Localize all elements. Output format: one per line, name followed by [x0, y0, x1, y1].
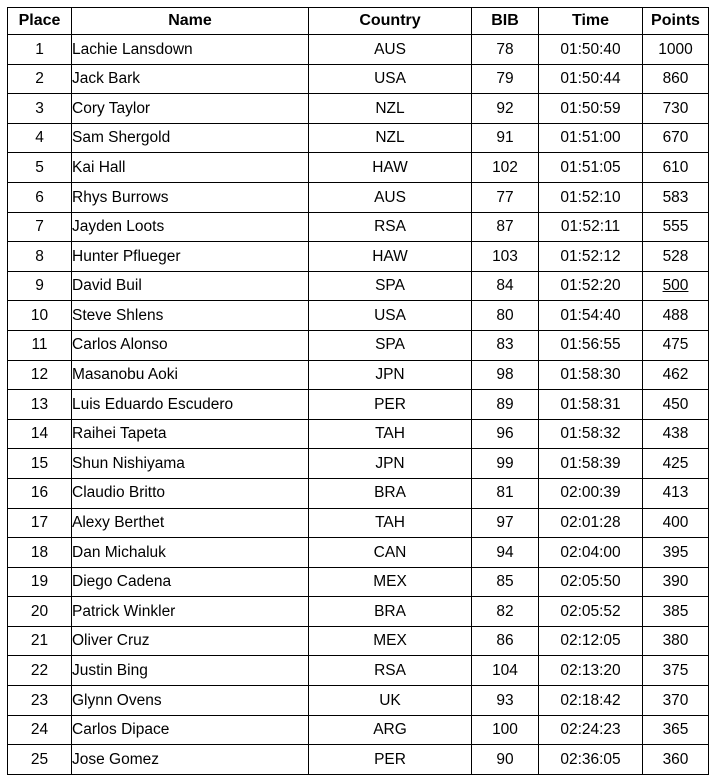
time-cell: 01:52:11 [539, 212, 643, 242]
points-cell: 488 [643, 301, 709, 331]
column-header-bib: BIB [472, 8, 539, 35]
place-cell: 5 [8, 153, 72, 183]
bib-cell: 94 [472, 538, 539, 568]
name-cell: Glynn Ovens [72, 686, 309, 716]
country-cell: MEX [309, 626, 472, 656]
place-cell: 6 [8, 182, 72, 212]
points-cell: 360 [643, 745, 709, 775]
time-cell: 02:00:39 [539, 478, 643, 508]
points-cell: 1000 [643, 35, 709, 65]
bib-cell: 83 [472, 330, 539, 360]
table-row [8, 567, 709, 597]
points-cell: 390 [643, 567, 709, 597]
table-row [8, 597, 709, 627]
bib-cell: 98 [472, 360, 539, 390]
points-cell: 730 [643, 94, 709, 124]
bib-cell: 89 [472, 390, 539, 420]
points-cell: 583 [643, 182, 709, 212]
name-cell: Hunter Pflueger [72, 242, 309, 272]
name-cell: Patrick Winkler [72, 597, 309, 627]
points-cell: 610 [643, 153, 709, 183]
country-cell: USA [309, 301, 472, 331]
points-cell: 450 [643, 390, 709, 420]
place-cell: 24 [8, 715, 72, 745]
table-row [8, 449, 709, 479]
bib-cell: 103 [472, 242, 539, 272]
table-row [8, 656, 709, 686]
country-cell: UK [309, 686, 472, 716]
place-cell: 7 [8, 212, 72, 242]
table-row [8, 94, 709, 124]
table-row [8, 153, 709, 183]
time-cell: 01:50:40 [539, 35, 643, 65]
table-row [8, 271, 709, 301]
country-cell: RSA [309, 656, 472, 686]
table-row [8, 182, 709, 212]
place-cell: 13 [8, 390, 72, 420]
place-cell: 1 [8, 35, 72, 65]
column-header-place: Place [8, 8, 72, 35]
results-body [8, 35, 709, 775]
column-header-time: Time [539, 8, 643, 35]
time-cell: 02:05:50 [539, 567, 643, 597]
time-cell: 01:52:10 [539, 182, 643, 212]
country-cell: BRA [309, 478, 472, 508]
place-cell: 4 [8, 123, 72, 153]
points-cell: 400 [643, 508, 709, 538]
bib-cell: 86 [472, 626, 539, 656]
bib-cell: 102 [472, 153, 539, 183]
column-header-name: Name [72, 8, 309, 35]
place-cell: 15 [8, 449, 72, 479]
bib-cell: 96 [472, 419, 539, 449]
place-cell: 25 [8, 745, 72, 775]
name-cell: Jose Gomez [72, 745, 309, 775]
name-cell: Masanobu Aoki [72, 360, 309, 390]
bib-cell: 78 [472, 35, 539, 65]
bib-cell: 87 [472, 212, 539, 242]
time-cell: 01:51:00 [539, 123, 643, 153]
bib-cell: 91 [472, 123, 539, 153]
name-cell: Dan Michaluk [72, 538, 309, 568]
time-cell: 01:50:44 [539, 64, 643, 94]
bib-cell: 100 [472, 715, 539, 745]
country-cell: SPA [309, 330, 472, 360]
bib-cell: 80 [472, 301, 539, 331]
points-cell: 670 [643, 123, 709, 153]
points-cell: 425 [643, 449, 709, 479]
table-row [8, 419, 709, 449]
results-table [7, 7, 709, 775]
country-cell: TAH [309, 419, 472, 449]
name-cell: Jack Bark [72, 64, 309, 94]
points-cell: 370 [643, 686, 709, 716]
points-cell: 380 [643, 626, 709, 656]
place-cell: 16 [8, 478, 72, 508]
name-cell: Luis Eduardo Escudero [72, 390, 309, 420]
points-cell: 385 [643, 597, 709, 627]
column-header-points: Points [643, 8, 709, 35]
place-cell: 2 [8, 64, 72, 94]
table-row [8, 538, 709, 568]
time-cell: 01:51:05 [539, 153, 643, 183]
place-cell: 19 [8, 567, 72, 597]
time-cell: 02:01:28 [539, 508, 643, 538]
country-cell: BRA [309, 597, 472, 627]
points-cell: 365 [643, 715, 709, 745]
country-cell: CAN [309, 538, 472, 568]
time-cell: 01:52:12 [539, 242, 643, 272]
name-cell: Carlos Dipace [72, 715, 309, 745]
bib-cell: 82 [472, 597, 539, 627]
name-cell: Rhys Burrows [72, 182, 309, 212]
time-cell: 01:58:30 [539, 360, 643, 390]
table-row [8, 242, 709, 272]
country-cell: TAH [309, 508, 472, 538]
bib-cell: 97 [472, 508, 539, 538]
name-cell: Steve Shlens [72, 301, 309, 331]
time-cell: 02:24:23 [539, 715, 643, 745]
place-cell: 10 [8, 301, 72, 331]
country-cell: RSA [309, 212, 472, 242]
bib-cell: 77 [472, 182, 539, 212]
place-cell: 23 [8, 686, 72, 716]
time-cell: 01:58:32 [539, 419, 643, 449]
name-cell: Lachie Lansdown [72, 35, 309, 65]
country-cell: HAW [309, 153, 472, 183]
points-cell: 555 [643, 212, 709, 242]
time-cell: 02:04:00 [539, 538, 643, 568]
points-cell: 438 [643, 419, 709, 449]
place-cell: 20 [8, 597, 72, 627]
country-cell: NZL [309, 94, 472, 124]
table-row [8, 123, 709, 153]
bib-cell: 93 [472, 686, 539, 716]
header-row [8, 8, 709, 35]
table-row [8, 745, 709, 775]
table-row [8, 212, 709, 242]
column-header-country: Country [309, 8, 472, 35]
country-cell: AUS [309, 182, 472, 212]
table-row [8, 64, 709, 94]
table-row [8, 715, 709, 745]
time-cell: 02:05:52 [539, 597, 643, 627]
country-cell: AUS [309, 35, 472, 65]
place-cell: 21 [8, 626, 72, 656]
name-cell: Diego Cadena [72, 567, 309, 597]
country-cell: PER [309, 745, 472, 775]
time-cell: 02:36:05 [539, 745, 643, 775]
country-cell: PER [309, 390, 472, 420]
table-row [8, 478, 709, 508]
name-cell: Kai Hall [72, 153, 309, 183]
country-cell: ARG [309, 715, 472, 745]
bib-cell: 84 [472, 271, 539, 301]
table-row [8, 360, 709, 390]
time-cell: 01:58:31 [539, 390, 643, 420]
place-cell: 17 [8, 508, 72, 538]
points-cell: 475 [643, 330, 709, 360]
time-cell: 02:13:20 [539, 656, 643, 686]
time-cell: 01:56:55 [539, 330, 643, 360]
time-cell: 01:52:20 [539, 271, 643, 301]
name-cell: Alexy Berthet [72, 508, 309, 538]
place-cell: 12 [8, 360, 72, 390]
points-cell: 395 [643, 538, 709, 568]
place-cell: 11 [8, 330, 72, 360]
table-row [8, 626, 709, 656]
bib-cell: 92 [472, 94, 539, 124]
country-cell: SPA [309, 271, 472, 301]
name-cell: Jayden Loots [72, 212, 309, 242]
time-cell: 02:18:42 [539, 686, 643, 716]
name-cell: Claudio Britto [72, 478, 309, 508]
place-cell: 8 [8, 242, 72, 272]
name-cell: David Buil [72, 271, 309, 301]
place-cell: 9 [8, 271, 72, 301]
name-cell: Carlos Alonso [72, 330, 309, 360]
name-cell: Raihei Tapeta [72, 419, 309, 449]
bib-cell: 99 [472, 449, 539, 479]
time-cell: 02:12:05 [539, 626, 643, 656]
place-cell: 3 [8, 94, 72, 124]
name-cell: Cory Taylor [72, 94, 309, 124]
name-cell: Justin Bing [72, 656, 309, 686]
points-cell: 462 [643, 360, 709, 390]
bib-cell: 81 [472, 478, 539, 508]
country-cell: HAW [309, 242, 472, 272]
name-cell: Oliver Cruz [72, 626, 309, 656]
points-cell: 528 [643, 242, 709, 272]
points-cell [643, 271, 709, 301]
table-row [8, 301, 709, 331]
points-cell: 375 [643, 656, 709, 686]
bib-cell: 85 [472, 567, 539, 597]
time-cell: 01:54:40 [539, 301, 643, 331]
name-cell: Sam Shergold [72, 123, 309, 153]
points-value: 500 [662, 277, 689, 295]
table-row [8, 35, 709, 65]
place-cell: 14 [8, 419, 72, 449]
bib-cell: 104 [472, 656, 539, 686]
table-row [8, 330, 709, 360]
place-cell: 22 [8, 656, 72, 686]
name-cell: Shun Nishiyama [72, 449, 309, 479]
country-cell: JPN [309, 449, 472, 479]
table-row [8, 390, 709, 420]
points-cell: 860 [643, 64, 709, 94]
country-cell: MEX [309, 567, 472, 597]
time-cell: 01:50:59 [539, 94, 643, 124]
country-cell: JPN [309, 360, 472, 390]
bib-cell: 79 [472, 64, 539, 94]
time-cell: 01:58:39 [539, 449, 643, 479]
bib-cell: 90 [472, 745, 539, 775]
table-row [8, 686, 709, 716]
table-row [8, 508, 709, 538]
points-cell: 413 [643, 478, 709, 508]
country-cell: USA [309, 64, 472, 94]
place-cell: 18 [8, 538, 72, 568]
country-cell: NZL [309, 123, 472, 153]
